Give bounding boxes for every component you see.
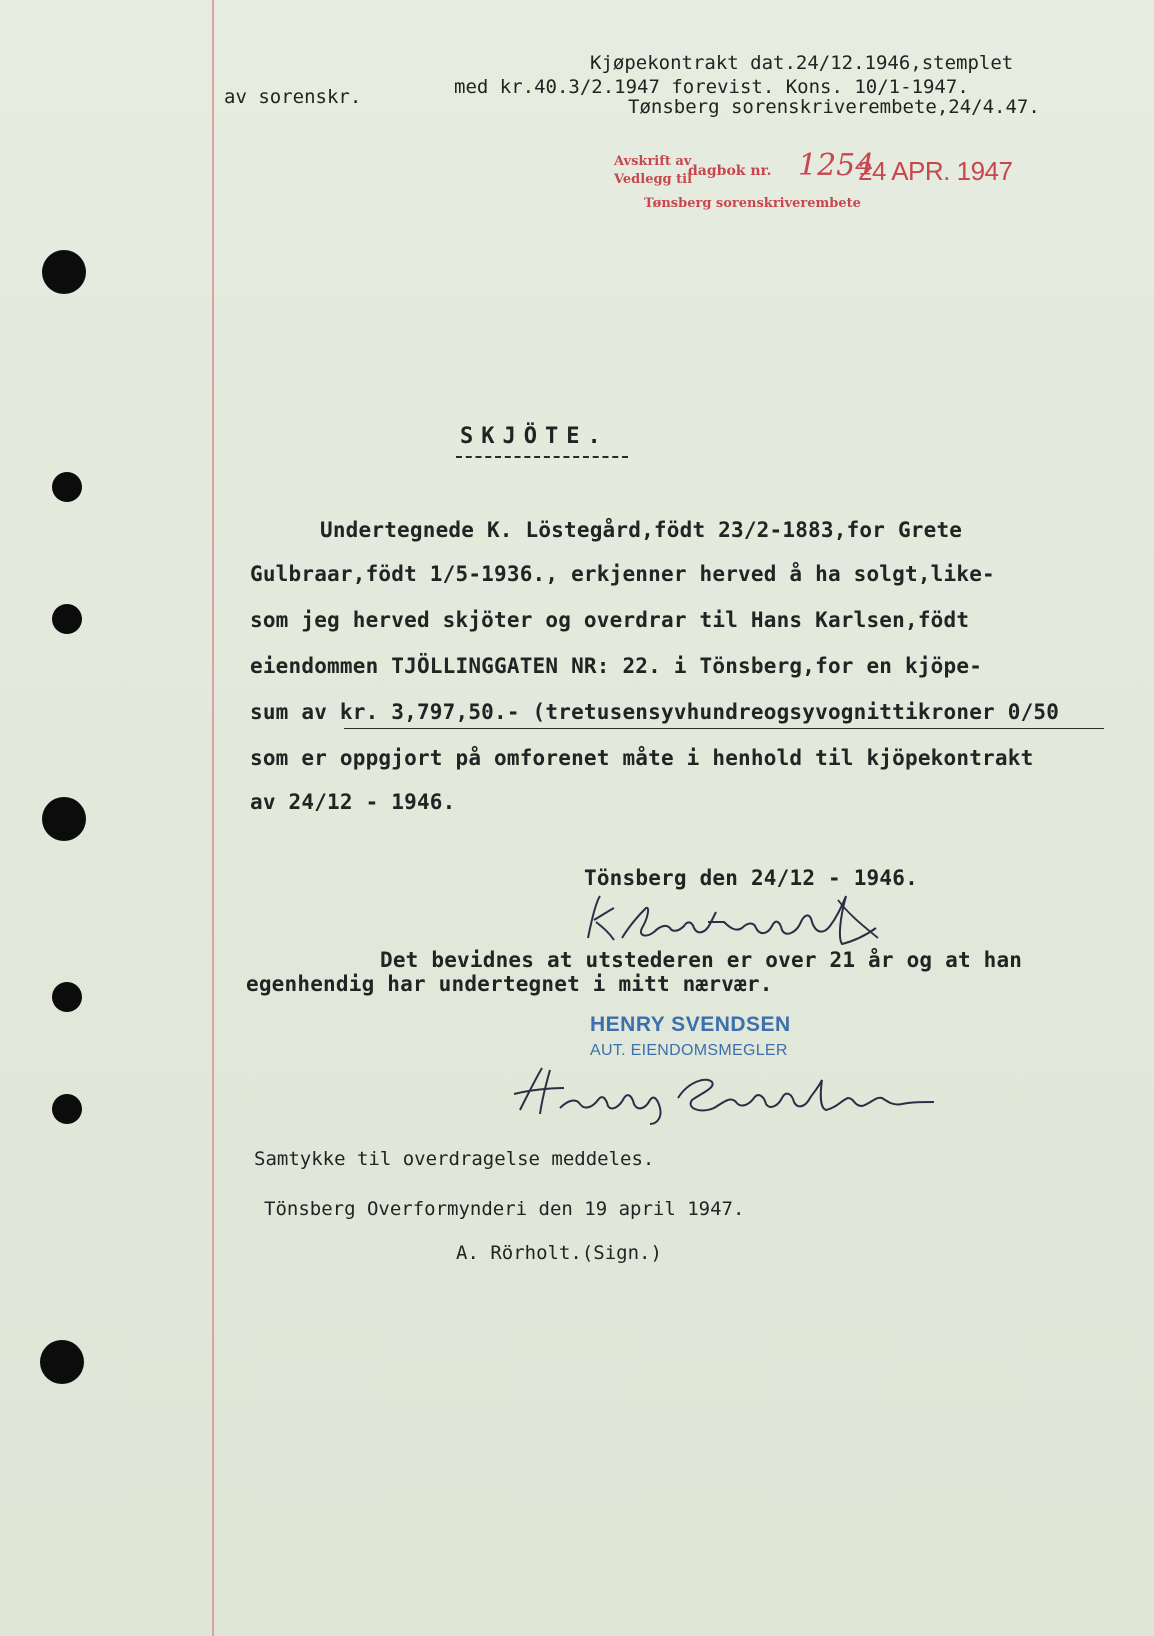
header-line-2: med kr.40.3/2.1947 forevist. Kons. 10/1-1947.: [454, 76, 969, 98]
body-line: eiendommen TJÖLLINGGATEN NR: 22. i Tönsberg,for en kjöpe-: [250, 654, 983, 678]
punch-hole: [52, 604, 82, 634]
punch-hole: [42, 250, 86, 294]
stamp-line-2: Vedlegg til: [614, 172, 693, 187]
stamp-line-1: Avskrift av: [614, 154, 692, 169]
header-line-1: Kjøpekontrakt dat.24/12.1946,stemplet: [590, 52, 1014, 74]
margin-note: av sorenskr.: [224, 86, 362, 108]
stamp-dagbok-label: dagbok nr.: [688, 163, 772, 179]
guardian-signature-line: A. Rörholt.(Sign.): [456, 1242, 662, 1264]
witness-line-1: Det bevidnes at utstederen er over 21 år og at han: [380, 948, 1023, 972]
body-line: som jeg herved skjöter og overdrar til Hans Karlsen,födt: [250, 608, 970, 632]
stamp-number: 1254: [798, 148, 875, 183]
punch-hole: [42, 797, 86, 841]
body-line: Undertegnede K. Löstegård,födt 23/2-1883,for Grete: [320, 518, 963, 542]
witness-line-2: egenhendig har undertegnet i mitt nærvær.: [246, 972, 773, 996]
punch-hole: [52, 1094, 82, 1124]
broker-stamp-title: AUT. EIENDOMSMEGLER: [590, 1042, 788, 1059]
consent-line: Samtykke til overdragelse meddeles.: [254, 1148, 655, 1170]
signature-2: [510, 1058, 940, 1128]
punch-hole: [52, 982, 82, 1012]
body-line: av 24/12 - 1946.: [250, 790, 456, 814]
amount-underline: [344, 728, 1104, 729]
place-date: Tönsberg den 24/12 - 1946.: [584, 866, 918, 890]
body-line: Gulbraar,födt 1/5-1936., erkjenner herved å ha solgt,like-: [250, 562, 995, 586]
stamp-date: 24 APR. 1947: [858, 156, 1013, 186]
margin-rule: [212, 0, 214, 1636]
body-line: som er oppgjort på omforenet måte i henhold til kjöpekontrakt: [250, 746, 1034, 770]
guardian-office-line: Tönsberg Overformynderi den 19 april 1947.: [264, 1198, 745, 1220]
title-underline: [456, 456, 628, 458]
stamp-office: Tønsberg sorenskriverembete: [644, 196, 861, 211]
broker-stamp-name: HENRY SVENDSEN: [590, 1013, 791, 1036]
header-line-3: Tønsberg sorenskriverembete,24/4.47.: [628, 96, 1040, 118]
punch-hole: [52, 472, 82, 502]
body-line: sum av kr. 3,797,50.- (tretusensyvhundreogsyvognittikroner 0/50: [250, 700, 1060, 724]
document-title: SKJÖTE.: [460, 424, 609, 449]
punch-hole: [40, 1340, 84, 1384]
registry-stamp: [608, 150, 1064, 222]
